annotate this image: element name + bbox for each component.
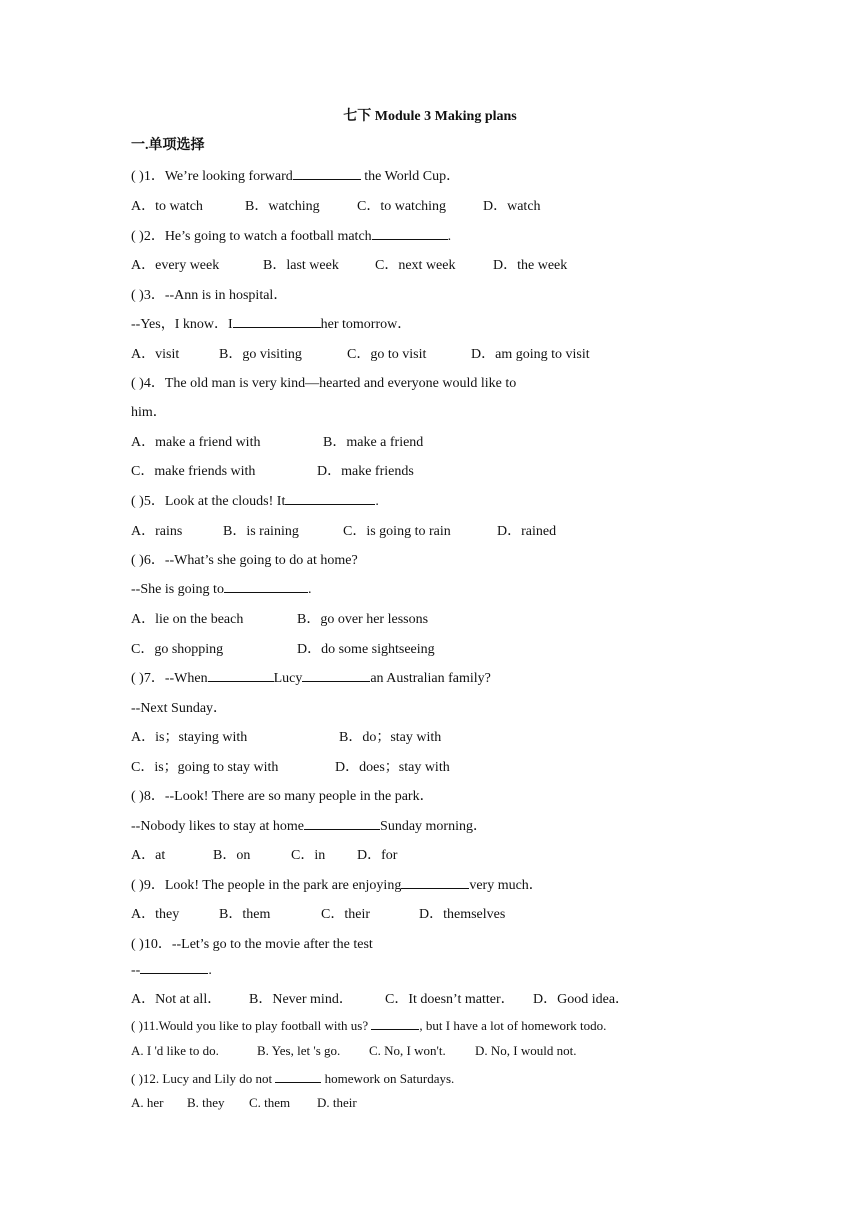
option-d: D．rained [497,524,557,539]
option-c: C. No, I won't. [369,1043,446,1058]
option-b: B．go visiting [219,347,302,362]
question-8-reply [131,815,487,835]
option-b: B．is raining [223,524,299,539]
question-text: --Nobody likes to stay at home [131,819,305,834]
answer-blank [401,875,469,889]
question-text: --Yes，I know．I [131,317,233,332]
answer-blank [140,960,208,974]
page-title: 七下 Module 3 Making plans [343,109,517,124]
question-text: ( )7．--When [131,671,208,686]
option-a: A．lie on the beach [131,612,244,627]
question-text: her tomorrow． [320,317,412,332]
question-1 [131,165,460,185]
question-11 [131,1016,606,1034]
question-3: ( )3．--Ann is in hospital． [131,288,288,303]
option-b: B. Yes, let 's go. [257,1043,341,1058]
question-5 [131,490,379,510]
question-text: ( )5．Look at the clouds! It [131,494,286,509]
question-12 [131,1069,454,1087]
option-d: D．watch [483,199,541,214]
answer-blank [285,491,375,505]
question-text: ( )9．Look! The people in the park are enjoying [131,878,402,893]
answer-blank [372,226,448,240]
question-text: . [307,582,312,597]
question-text: ( )11.Would you like to play football with us? [131,1018,372,1033]
answer-blank [304,816,380,830]
question-2 [131,225,451,245]
option-c: C．It doesn’t matter． [385,992,515,1007]
question-text: Sunday morning． [380,819,487,834]
option-d: D．themselves [419,907,506,922]
option-c: C．next week [375,258,456,273]
option-a: A．is；staying with [131,730,248,745]
option-b: B．last week [263,258,339,273]
option-b: B．Never mind． [249,992,353,1007]
option-b: B．go over her lessons [297,612,429,627]
option-c: C．make friends with [131,464,256,479]
option-b: B．them [219,907,271,922]
answer-blank [224,579,308,593]
question-6-reply [131,579,311,598]
option-d: D．does；stay with [335,760,450,775]
question-4-continued: him． [131,405,167,420]
option-c: C．go shopping [131,642,224,657]
option-b: B．make a friend [323,435,424,450]
question-text: , but I have a lot of homework todo. [419,1018,607,1033]
option-d: D. No, I would not. [475,1043,577,1058]
question-text: very much． [469,878,543,893]
option-c: C．is；going to stay with [131,760,279,775]
question-7 [131,667,491,687]
option-d: D．am going to visit [471,347,590,362]
question-7-reply: --Next Sunday． [131,701,228,716]
question-text: . [447,229,452,244]
option-a: A. I 'd like to do. [131,1043,219,1058]
option-d: D．for [357,848,398,863]
option-b: B. they [187,1095,225,1110]
option-a: A．to watch [131,199,203,214]
option-d: D. their [317,1095,357,1110]
option-b: B．on [213,848,251,863]
question-6: ( )6．--What’s she going to do at home? [131,553,358,568]
question-text: ( )12. Lucy and Lily do not [131,1071,276,1086]
option-a: A．every week [131,258,220,273]
question-text: homework on Saturdays. [321,1071,455,1086]
option-a: A．Not at all． [131,992,222,1007]
question-text: Lucy [273,671,303,686]
option-c: C．is going to rain [343,524,451,539]
question-text: . [208,963,212,978]
question-text: --She is going to [131,582,224,597]
option-b: B．watching [245,199,320,214]
option-d: D．Good idea． [533,992,630,1007]
answer-blank [293,166,361,180]
option-b: B．do；stay with [339,730,442,745]
answer-blank [371,1016,419,1030]
option-a: A．they [131,907,180,922]
option-d: D．do some sightseeing [297,642,435,657]
question-9 [131,874,543,894]
answer-blank [208,668,274,682]
question-4: ( )4．The old man is very kind—hearted and everyone would like to [131,376,517,391]
question-text: ( )2．He’s going to watch a football match [131,229,372,244]
question-8: ( )8．--Look! There are so many people in the park． [131,789,434,804]
option-c: C．go to visit [347,347,427,362]
section-heading: 一.单项选择 [131,138,205,153]
option-c: C．their [321,907,370,922]
option-d: D．the week [493,258,568,273]
option-c: C．in [291,848,326,863]
option-a: A．make a friend with [131,435,261,450]
option-a: A. her [131,1095,164,1110]
option-c: C. them [249,1095,291,1110]
question-text: . [375,494,379,509]
question-text: -- [131,963,141,978]
option-c: C．to watching [357,199,447,214]
question-text: an Australian family? [370,671,491,686]
answer-blank [302,668,370,682]
question-3-reply [131,313,411,333]
question-10: ( )10．--Let’s go to the movie after the test [131,937,373,952]
question-text: the World Cup． [360,169,461,184]
option-a: A．at [131,848,166,863]
question-text: ( )1．We’re looking forward [131,169,293,184]
option-d: D．make friends [317,464,414,479]
option-a: A．visit [131,347,180,362]
answer-blank [275,1069,321,1083]
question-10-reply [131,960,212,979]
answer-blank [233,314,321,328]
option-a: A．rains [131,524,183,539]
